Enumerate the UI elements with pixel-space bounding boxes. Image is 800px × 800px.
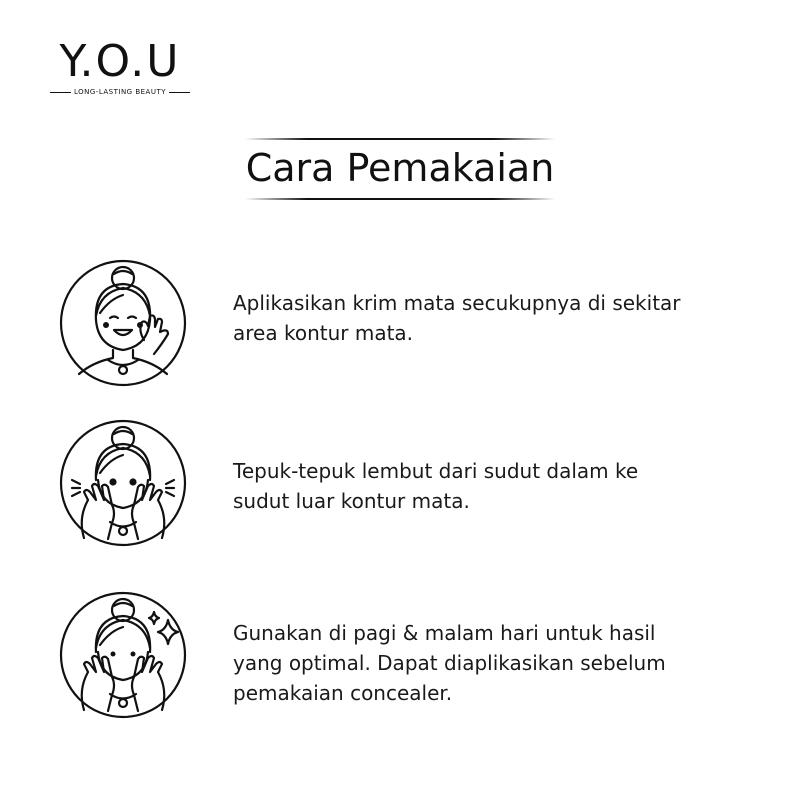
tagline-dash — [169, 92, 190, 93]
step-3-text: Gunakan di pagi & malam hari untuk hasil yang optimal. Dapat diaplikasikan sebelum pemakaian concealer. — [233, 621, 666, 705]
step-1 — [58, 258, 758, 388]
brand-logo — [50, 36, 190, 96]
tagline-text: LONG-LASTING BEAUTY — [73, 88, 167, 96]
tagline-dash — [50, 92, 71, 93]
woman-smiling-touching-cheek-icon — [58, 258, 188, 388]
woman-with-sparkle-icon — [58, 590, 188, 720]
step-2 — [58, 418, 758, 548]
brand-name: Y.O.U — [59, 36, 181, 87]
woman-patting-under-eyes-icon — [58, 418, 188, 548]
title-divider-bottom — [245, 198, 555, 200]
step-3 — [58, 590, 758, 720]
step-1-text: Aplikasikan krim mata secukupnya di sekitar area kontur mata. — [233, 291, 681, 345]
title-divider-top — [245, 138, 555, 140]
page-title: Cara Pemakaian — [245, 146, 555, 190]
step-2-text: Tepuk-tepuk lembut dari sudut dalam ke sudut luar kontur mata. — [233, 459, 639, 513]
brand-tagline — [50, 88, 190, 96]
